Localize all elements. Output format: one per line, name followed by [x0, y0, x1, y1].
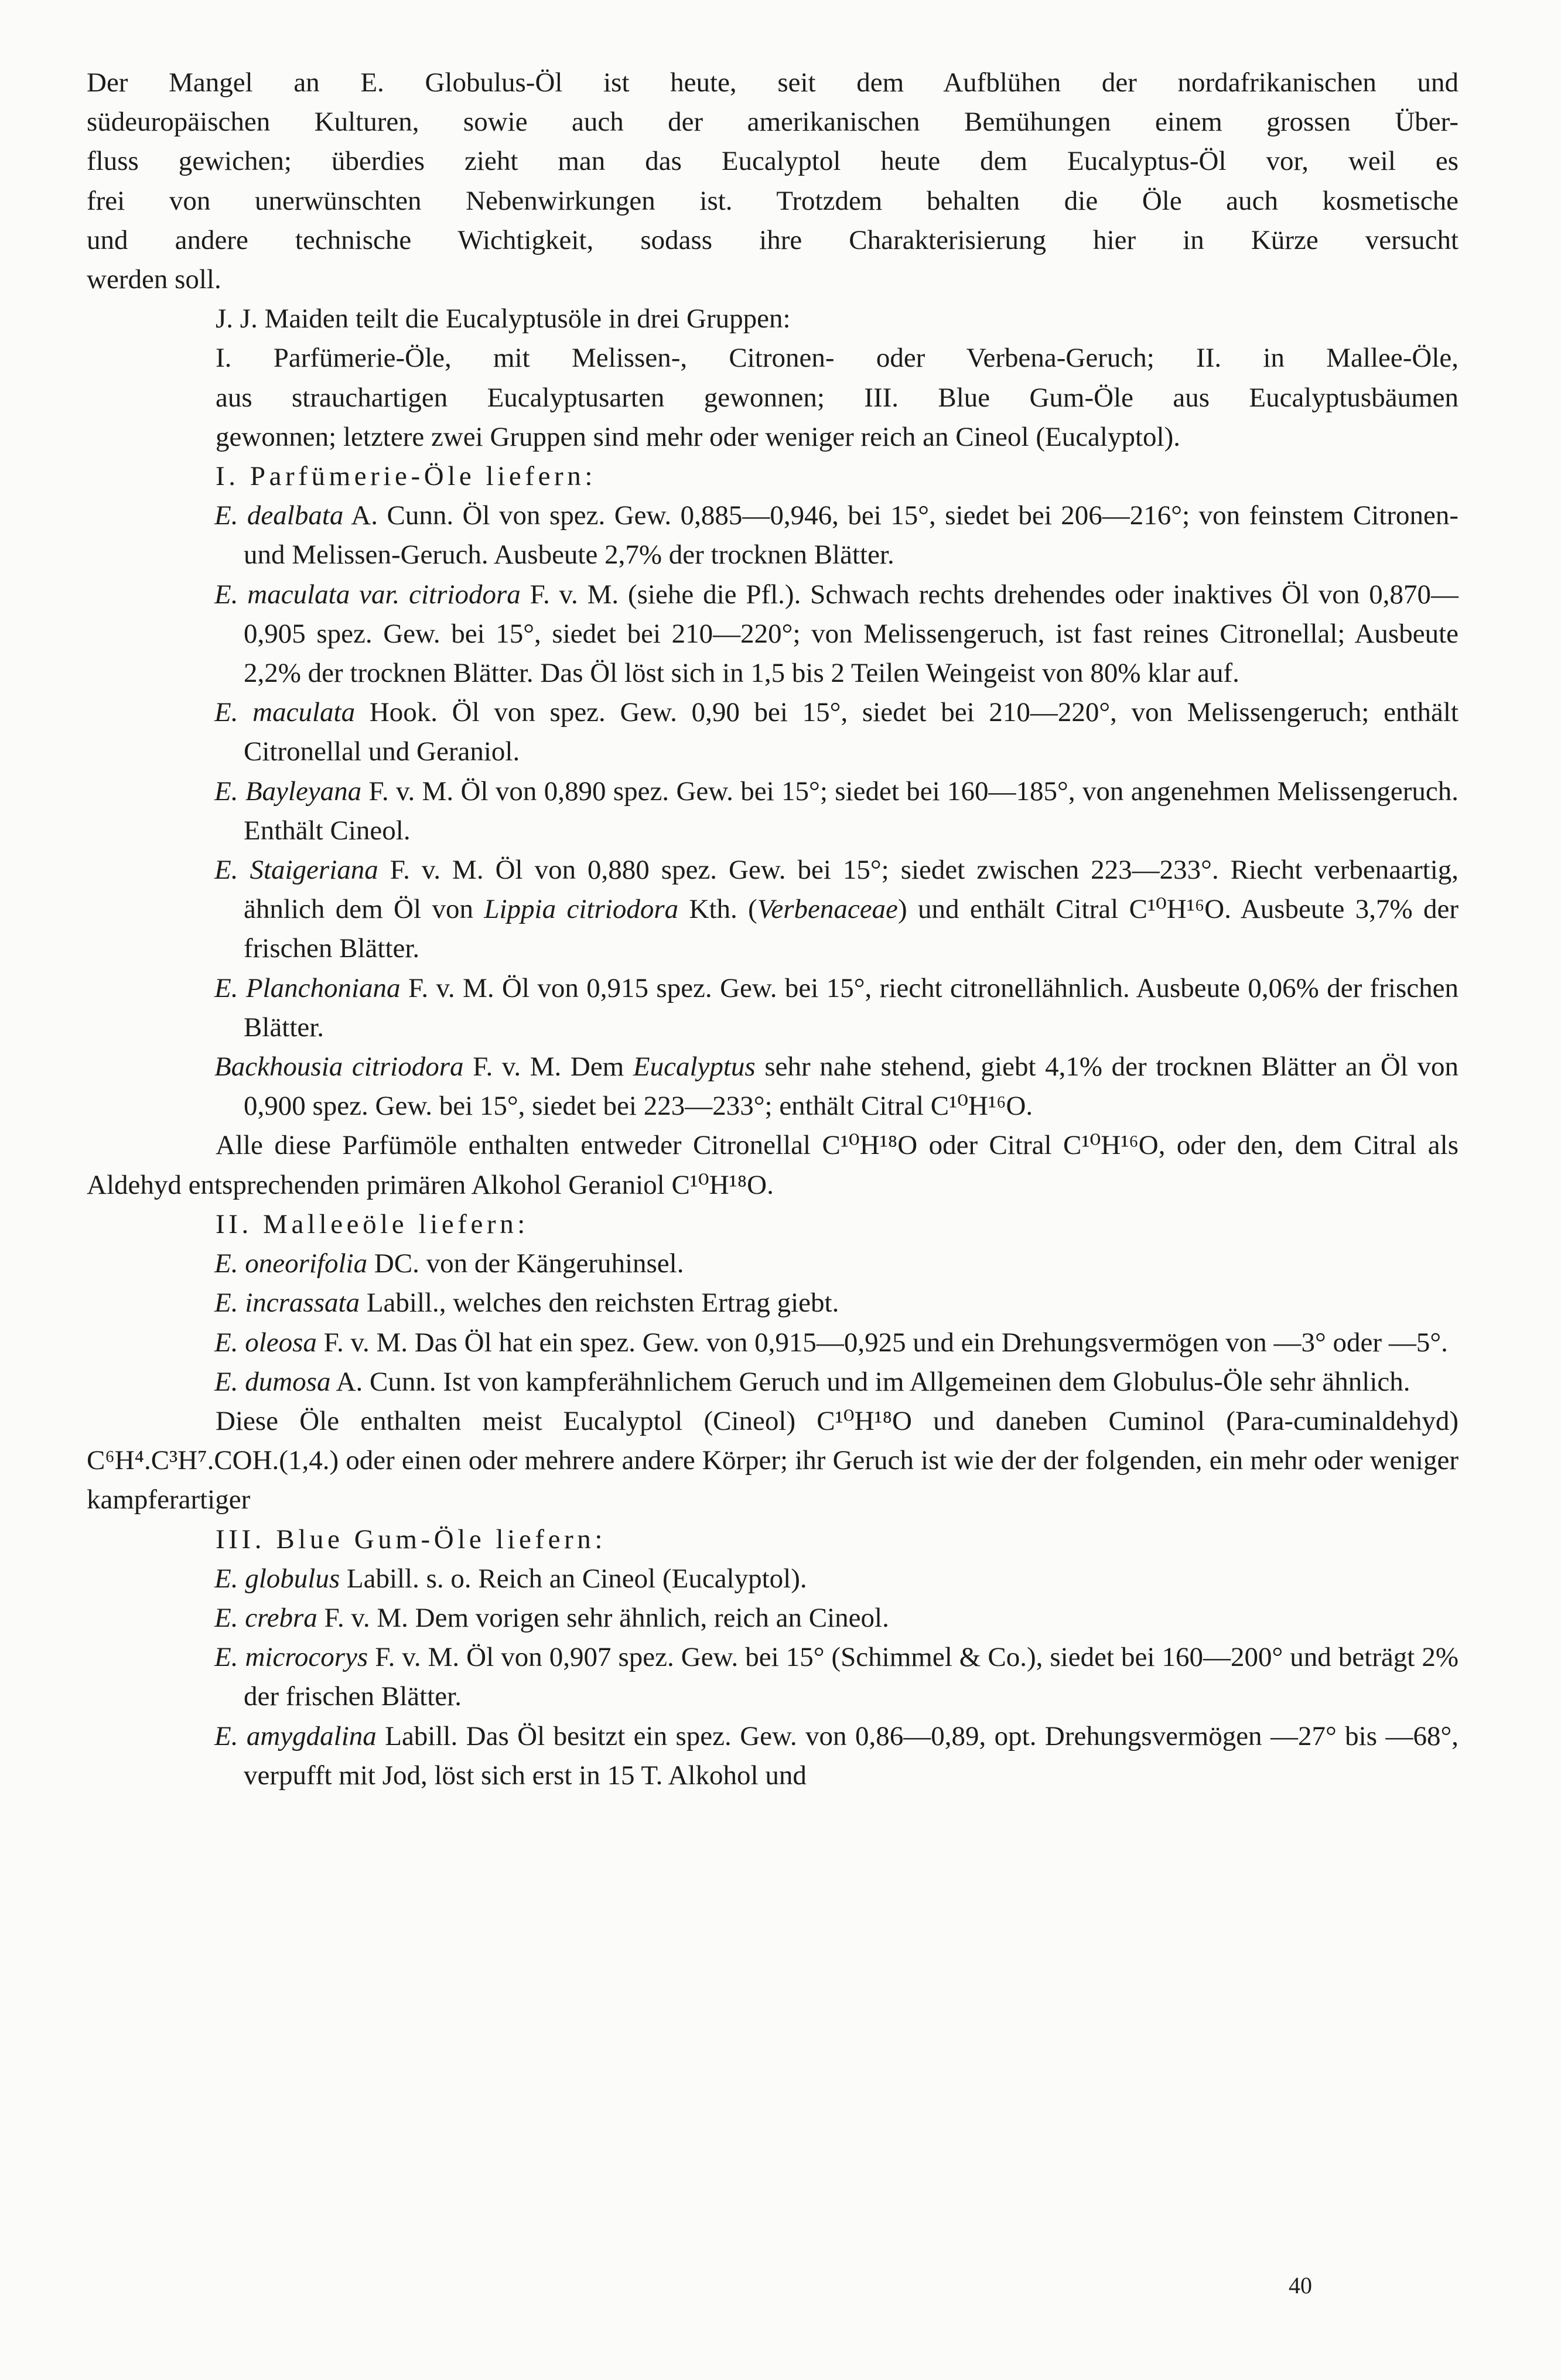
entry-text: F. v. M. Öl von 0,907 spez. Gew. bei 15° (Schimmel & Co.), siedet bei 160—200° und beträgt 2% der frischen Blätter. — [244, 1642, 1458, 1712]
entry-text: F. v. M. Öl von 0,915 spez. Gew. bei 15°, riecht citronellähnlich. Ausbeute 0,06% der frischen Blätter. — [244, 972, 1458, 1043]
entry-e-maculata-citriodora — [87, 575, 1458, 694]
entry-text: F. v. M. (siehe die Pfl.). Schwach rechts drehendes oder inaktives Öl von 0,870—0,905 spez. Gew. bei 15°, siedet bei 210—220°; von Melissengeruch, ist fast reines Citronellal; Ausbeute 2,2% der trocknen Blätter. Das Öl löst sich in 1,5 bis 2 Teilen Weingeist von 80% klar auf. — [244, 579, 1458, 689]
species-name: E. maculata — [214, 697, 356, 728]
species-name: E. globulus — [214, 1563, 340, 1594]
text-line: I. Parfümerie-Öle, mit Melissen-, Citronen- oder Verbena-Geruch; II. in Mallee-Öle, — [216, 343, 1458, 374]
entry-e-oneorifolia — [87, 1244, 1458, 1283]
text-line: südeuropäischen Kulturen, sowie auch der amerikanischen Bemühungen einem grossen Über- — [87, 107, 1458, 138]
text-line: Der Mangel an E. Globulus-Öl ist heute, seit dem Aufblühen der nordafrikanischen und — [87, 67, 1458, 98]
text-line: fluss gewichen; überdies zieht man das Eucalyptol heute dem Eucalyptus-Öl vor, weil es — [87, 146, 1458, 177]
genus-name: Eucalyptus — [633, 1051, 756, 1083]
text-line last: gewonnen; letztere zwei Gruppen sind mehr oder weniger reich an Cineol (Eucalyptol). — [216, 421, 1180, 452]
groups-paragraph — [87, 339, 1458, 457]
entry-text: Hook. Öl von spez. Gew. 0,90 bei 15°, siedet bei 210—220°, von Melissengeruch; enthält Citronellal und Geraniol. — [244, 697, 1458, 767]
maiden-intro: J. J. Maiden teilt die Eucalyptusöle in drei Gruppen: — [216, 303, 791, 334]
entry-e-globulus — [87, 1559, 1458, 1599]
species-name: E. Staigeriana — [214, 855, 378, 886]
species-name: E. microcorys — [214, 1642, 368, 1673]
entry-e-staigeriana — [87, 851, 1458, 969]
entry-e-dumosa — [87, 1363, 1458, 1402]
page-number: 40 — [1289, 2272, 1312, 2299]
text-line: und andere technische Wichtigkeit, sodass ihre Charakterisierung hier in Kürze versucht — [87, 224, 1458, 255]
entry-text: F. v. M. Öl von 0,880 spez. Gew. bei 15°; siedet zwischen 223—233°. Riecht verbenaartig, ähnlich dem Öl von — [244, 855, 1458, 925]
species-name: E. incrassata — [214, 1288, 360, 1319]
entry-e-amygdalina — [87, 1717, 1458, 1795]
summary-paragraph-1: Alle diese Parfümöle enthalten entweder Citronellal C¹⁰H¹⁸O oder Citral C¹⁰H¹⁶O, oder den, dem Citral als Aldehyd entsprechenden primären Alkohol Geraniol C¹⁰H¹⁸O. — [87, 1130, 1458, 1200]
species-name: E. dealbata — [214, 500, 344, 531]
entry-text: Labill. Das Öl besitzt ein spez. Gew. von 0,86—0,89, opt. Drehungsvermögen —27° bis —68°, verpufft mit Jod, löst sich erst in 15 T. Alkohol und — [244, 1720, 1458, 1791]
entry-text: A. Cunn. Öl von spez. Gew. 0,885—0,946, bei 15°, siedet bei 206—216°; von feinstem Citronen- und Melissen-Geruch. Ausbeute 2,7% der trocknen Blätter. — [244, 500, 1459, 571]
species-name: E. Bayleyana — [214, 776, 362, 807]
entry-e-bayleyana — [87, 772, 1458, 851]
intro-paragraph — [87, 63, 1458, 299]
entry-text: Labill. s. o. Reich an Cineol (Eucalyptol). — [340, 1563, 807, 1594]
entry-e-maculata — [87, 693, 1458, 771]
species-name: E. dumosa — [214, 1366, 331, 1397]
text-line: aus strauchartigen Eucalyptusarten gewonnen; III. Blue Gum-Öle aus Eucalyptusbäumen — [216, 382, 1458, 413]
entry-text: F. v. M. Öl von 0,890 spez. Gew. bei 15°; siedet bei 160—185°, von angenehmen Melissengeruch. Enthält Cineol. — [244, 776, 1458, 846]
entry-e-planchoniana — [87, 969, 1458, 1047]
entry-e-crebra — [87, 1599, 1458, 1638]
text-line: frei von unerwünschten Nebenwirkungen ist. Trotzdem behalten die Öle auch kosmetische — [87, 185, 1458, 216]
species-name: E. amygdalina — [214, 1720, 377, 1751]
entry-text: F. v. M. Dem vorigen sehr ähnlich, reich an Cineol. — [317, 1602, 889, 1633]
text-line: werden soll. — [87, 264, 221, 295]
entry-text: F. v. M. Das Öl hat ein spez. Gew. von 0,915—0,925 und ein Drehungsvermögen von —3° oder —5°. — [316, 1327, 1448, 1358]
species-name: E. crebra — [214, 1602, 317, 1633]
summary-paragraph-2: Diese Öle enthalten meist Eucalyptol (Cineol) C¹⁰H¹⁸O und daneben Cuminol (Para-cuminaldehyd) C⁶H⁴.C³H⁷.COH.(1,4.) oder einen oder mehrere andere Körper; ihr Geruch ist wie der der folgenden, ein mehr oder weniger kampferartiger — [87, 1405, 1458, 1515]
entry-e-dealbata — [87, 496, 1458, 575]
entry-text: ) und enthält Citral C¹⁰H¹⁶O. Ausbeute 3,7% der frischen Blätter. — [244, 894, 1459, 964]
family-name: Verbenaceae — [757, 894, 898, 925]
species-name: Lippia citriodora — [484, 894, 679, 925]
species-name: E. maculata var. citriodora — [214, 579, 521, 610]
entry-text: sehr nahe stehend, giebt 4,1% der trocknen Blätter an Öl von 0,900 spez. Gew. bei 15°, siedet bei 223—233°; enthält Citral C¹⁰H¹⁶O. — [244, 1051, 1458, 1122]
entry-text: Labill., welches den reichsten Ertrag giebt. — [360, 1288, 839, 1319]
entry-text: A. Cunn. Ist von kampferähnlichem Geruch und im Allgemeinen dem Globulus-Öle sehr ähnlich. — [330, 1366, 1410, 1397]
species-name: E. oneorifolia — [214, 1248, 368, 1279]
species-name: Backhousia citriodora — [214, 1051, 464, 1083]
entry-backhousia — [87, 1047, 1458, 1126]
section-heading-2: II. Malleeöle liefern: — [216, 1208, 529, 1239]
entry-text: Kth. ( — [678, 894, 757, 925]
entry-e-incrassata — [87, 1283, 1458, 1323]
entry-e-microcorys — [87, 1638, 1458, 1716]
species-name: E. Planchoniana — [214, 972, 401, 1003]
entry-e-oleosa — [87, 1323, 1458, 1363]
species-name: E. oleosa — [214, 1327, 317, 1358]
section-heading-3: III. Blue Gum-Öle liefern: — [216, 1524, 607, 1555]
section-heading-1: I. Parfümerie-Öle liefern: — [216, 461, 596, 492]
entry-text: DC. von der Kängeruhinsel. — [367, 1248, 684, 1279]
page-body — [87, 63, 1458, 1795]
entry-text: F. v. M. Dem — [463, 1051, 633, 1083]
